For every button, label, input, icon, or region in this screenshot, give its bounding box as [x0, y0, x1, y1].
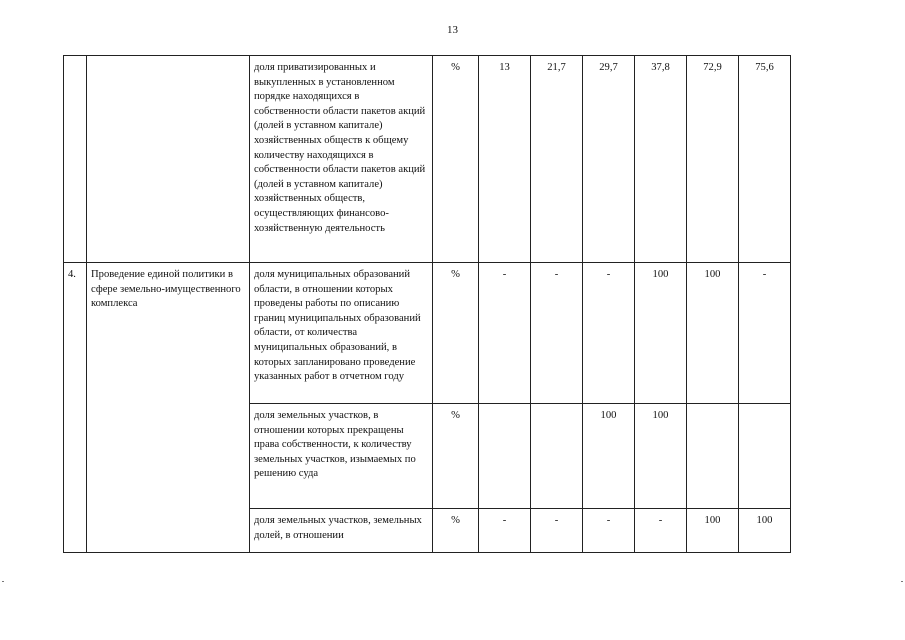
page-number: 13 — [447, 24, 458, 36]
value-cell: 13 — [479, 56, 531, 263]
table-row — [64, 263, 791, 404]
value-cell: 100 — [583, 404, 635, 509]
measure-name-cell — [87, 56, 250, 263]
scan-mark — [901, 581, 903, 582]
program-indicators-table — [63, 55, 791, 553]
row-number-cell — [64, 56, 87, 263]
value-cell: 21,7 — [531, 56, 583, 263]
value-cell: 29,7 — [583, 56, 635, 263]
value-cell: - — [531, 263, 583, 404]
unit-cell: % — [433, 263, 479, 404]
value-cell: 75,6 — [739, 56, 791, 263]
value-cell — [739, 404, 791, 509]
value-cell: 100 — [687, 509, 739, 553]
value-cell: - — [739, 263, 791, 404]
value-cell: - — [531, 509, 583, 553]
measure-name-cell: Проведение единой политики в сфере земельно-имущественного комплекса — [87, 263, 250, 553]
indicator-cell: доля земельных участков, в отношении которых прекращены права собственности, к количеству земельных участков, изымаемых по решению суда — [250, 404, 433, 509]
value-cell: 72,9 — [687, 56, 739, 263]
unit-cell: % — [433, 56, 479, 263]
value-cell: - — [479, 263, 531, 404]
value-cell — [687, 404, 739, 509]
value-cell: - — [583, 263, 635, 404]
indicator-cell: доля приватизированных и выкупленных в установленном порядке находящихся в собственности области пакетов акций (долей в уставном капитале) хозяйственных обществ к общему количеству находящихся в собственности области пакетов акций (долей в уставном капитале) хозяйственных обществ, осуществляющих финансово-хозяйственную деятельность — [250, 56, 433, 263]
indicator-cell: доля земельных участков, земельных долей, в отношении — [250, 509, 433, 553]
row-number-cell: 4. — [64, 263, 87, 553]
value-cell — [479, 404, 531, 509]
value-cell: 100 — [635, 404, 687, 509]
value-cell: 100 — [687, 263, 739, 404]
value-cell: 100 — [739, 509, 791, 553]
indicator-cell: доля муниципальных образований области, в отношении которых проведены работы по описанию границ муниципальных образований области, от количества муниципальных образований, в которых запланировано проведение указанных работ в отчетном году — [250, 263, 433, 404]
value-cell: - — [583, 509, 635, 553]
value-cell: - — [479, 509, 531, 553]
value-cell: - — [635, 509, 687, 553]
unit-cell: % — [433, 509, 479, 553]
table-row — [64, 56, 791, 263]
value-cell — [531, 404, 583, 509]
value-cell: 100 — [635, 263, 687, 404]
unit-cell: % — [433, 404, 479, 509]
scan-mark — [2, 581, 4, 582]
value-cell: 37,8 — [635, 56, 687, 263]
